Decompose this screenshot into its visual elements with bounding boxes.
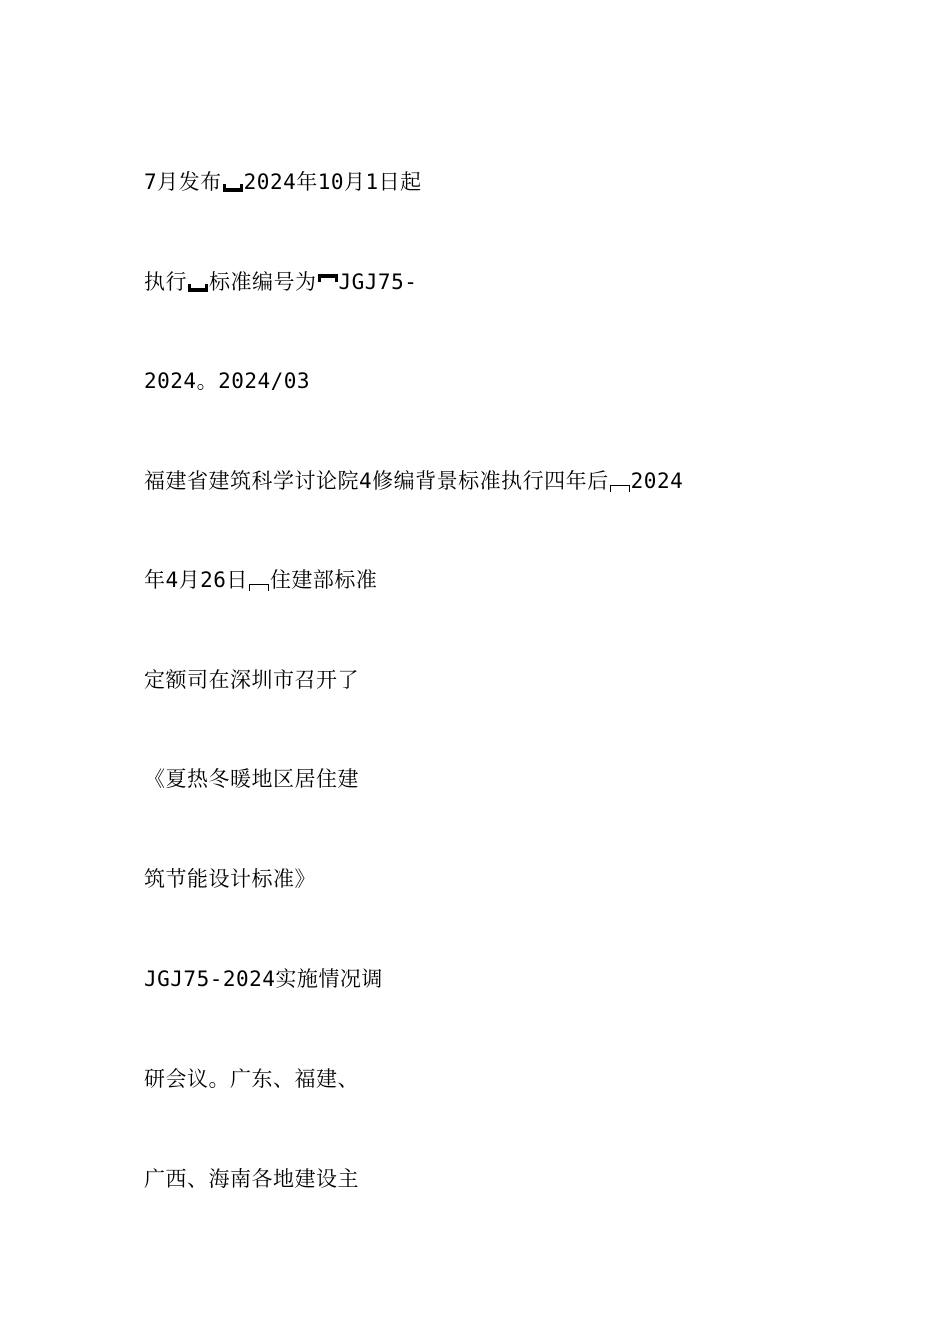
text-line-10: 研会议。广东、福建、 xyxy=(144,1067,359,1091)
glyph-placeholder-mark xyxy=(610,485,630,492)
glyph-placeholder-mark xyxy=(249,584,269,591)
text-line-6: 定额司在深圳市召开了 xyxy=(144,668,359,692)
glyph-placeholder-mark xyxy=(223,184,243,192)
text-segment: 标准编号为 xyxy=(209,270,317,294)
text-segment: JGJ75- xyxy=(338,270,418,294)
glyph-placeholder-mark xyxy=(188,284,208,292)
text-segment: 住建部标准 xyxy=(269,568,378,592)
text-line-4 xyxy=(144,466,683,496)
glyph-placeholder-mark xyxy=(318,274,338,282)
text-line-1 xyxy=(144,167,422,197)
text-line-7: 《夏热冬暖地区居住建 xyxy=(144,767,359,791)
text-line-11: 广西、海南各地建设主 xyxy=(144,1167,359,1191)
text-segment: 年4月26日 xyxy=(144,568,248,592)
text-line-9: JGJ75-2024实施情况调 xyxy=(144,967,383,991)
text-line-5 xyxy=(144,565,377,595)
text-segment: 2024 xyxy=(630,469,684,493)
text-line-3: 2024。2024/03 xyxy=(144,369,311,393)
text-segment: 2024年10月1日起 xyxy=(243,170,422,194)
text-segment: 7月发布 xyxy=(144,170,222,194)
text-line-2 xyxy=(144,267,417,297)
text-segment: 执行 xyxy=(144,270,187,294)
text-line-8: 筑节能设计标准》 xyxy=(144,867,316,891)
text-segment: 福建省建筑科学讨论院4修编背景标准执行四年后 xyxy=(144,469,609,493)
